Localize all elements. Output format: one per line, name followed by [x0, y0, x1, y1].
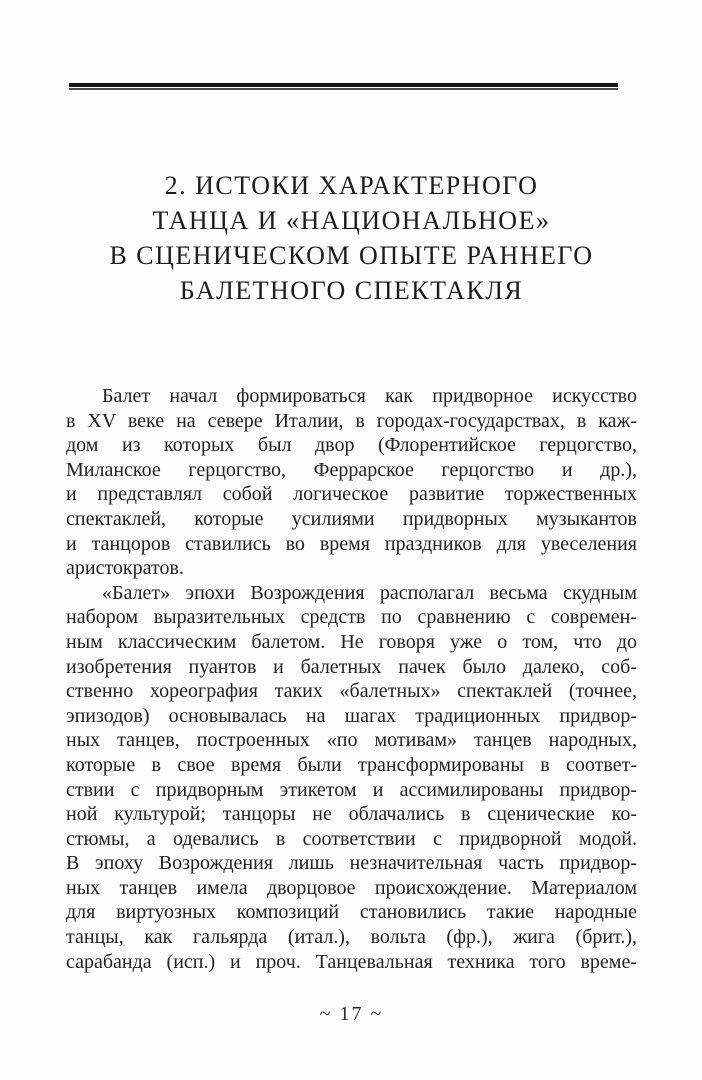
text-line: ным классическим балетом. Не говоря уже о том, что до [66, 630, 637, 653]
text-line: спектаклей, которые усилиями придворных музыкантов [66, 507, 637, 530]
text-line: эпизодов) основывалась на шагах традиционных придвор- [66, 704, 637, 727]
body-text [66, 384, 637, 974]
text-line: в XV веке на севере Италии, в городах-государствах, в каж- [66, 409, 637, 432]
chapter-heading [66, 168, 637, 308]
text-line: ных танцев, построенных «по мотивам» танцев народных, [66, 729, 637, 752]
text-line: В эпоху Возрождения лишь незначительная часть придвор- [66, 852, 637, 875]
text-line: ствии с придворным этикетом и ассимилированы придвор- [66, 778, 637, 801]
text-line: и представлял собой логическое развитие торжественных [66, 483, 637, 506]
text-line: Миланское герцогство, Феррарское герцогство и др.), [66, 458, 637, 481]
page-number: ~ 17 ~ [319, 1003, 384, 1025]
text-line: «Балет» эпохи Возрождения располагал весьма скудным [102, 581, 637, 604]
chapter-heading-line: БАЛЕТНОГО СПЕКТАКЛЯ [179, 276, 524, 305]
text-line: стюмы, а одевались в соответствии с придворной модой. [66, 827, 637, 850]
chapter-heading-line: 2. ИСТОКИ ХАРАКТЕРНОГО [164, 171, 539, 200]
text-line: изобретения пуантов и балетных пачек было далеко, соб- [66, 655, 637, 678]
paragraph [66, 384, 637, 581]
top-divider-rule [69, 83, 618, 90]
chapter-heading-line: В СЦЕНИЧЕСКОМ ОПЫТЕ РАННЕГО [109, 241, 594, 270]
text-line: ных танцев имела дворцовое происхождение. Материалом [66, 876, 637, 899]
top-divider-thin-line [69, 88, 618, 90]
text-line: набором выразительных средств по сравнению с современ- [66, 606, 637, 629]
text-line: дом из которых был двор (Флорентийское герцогство, [66, 434, 637, 457]
text-line: Балет начал формироваться как придворное искусство [102, 385, 637, 407]
text-line: ственно хореография таких «балетных» спектаклей (точнее, [66, 680, 637, 703]
text-line: ной культурой; танцоры не облачались в сценические ко- [66, 803, 637, 826]
paragraph [66, 581, 637, 975]
text-line: и танцоров ставились во время праздников для увеселения [66, 532, 637, 555]
text-line: для виртуозных композиций становились такие народные [66, 901, 637, 924]
text-line: танцы, как гальярда (итал.), вольта (фр.), жига (брит.), [66, 926, 637, 949]
text-line: которые в свое время были трансформированы в соответ- [66, 753, 637, 776]
chapter-heading-line: ТАНЦА И «НАЦИОНАЛЬНОЕ» [152, 206, 551, 235]
text-line: сарабанда (исп.) и проч. Танцевальная техника того време- [66, 950, 637, 973]
text-line: аристократов. [66, 557, 184, 580]
